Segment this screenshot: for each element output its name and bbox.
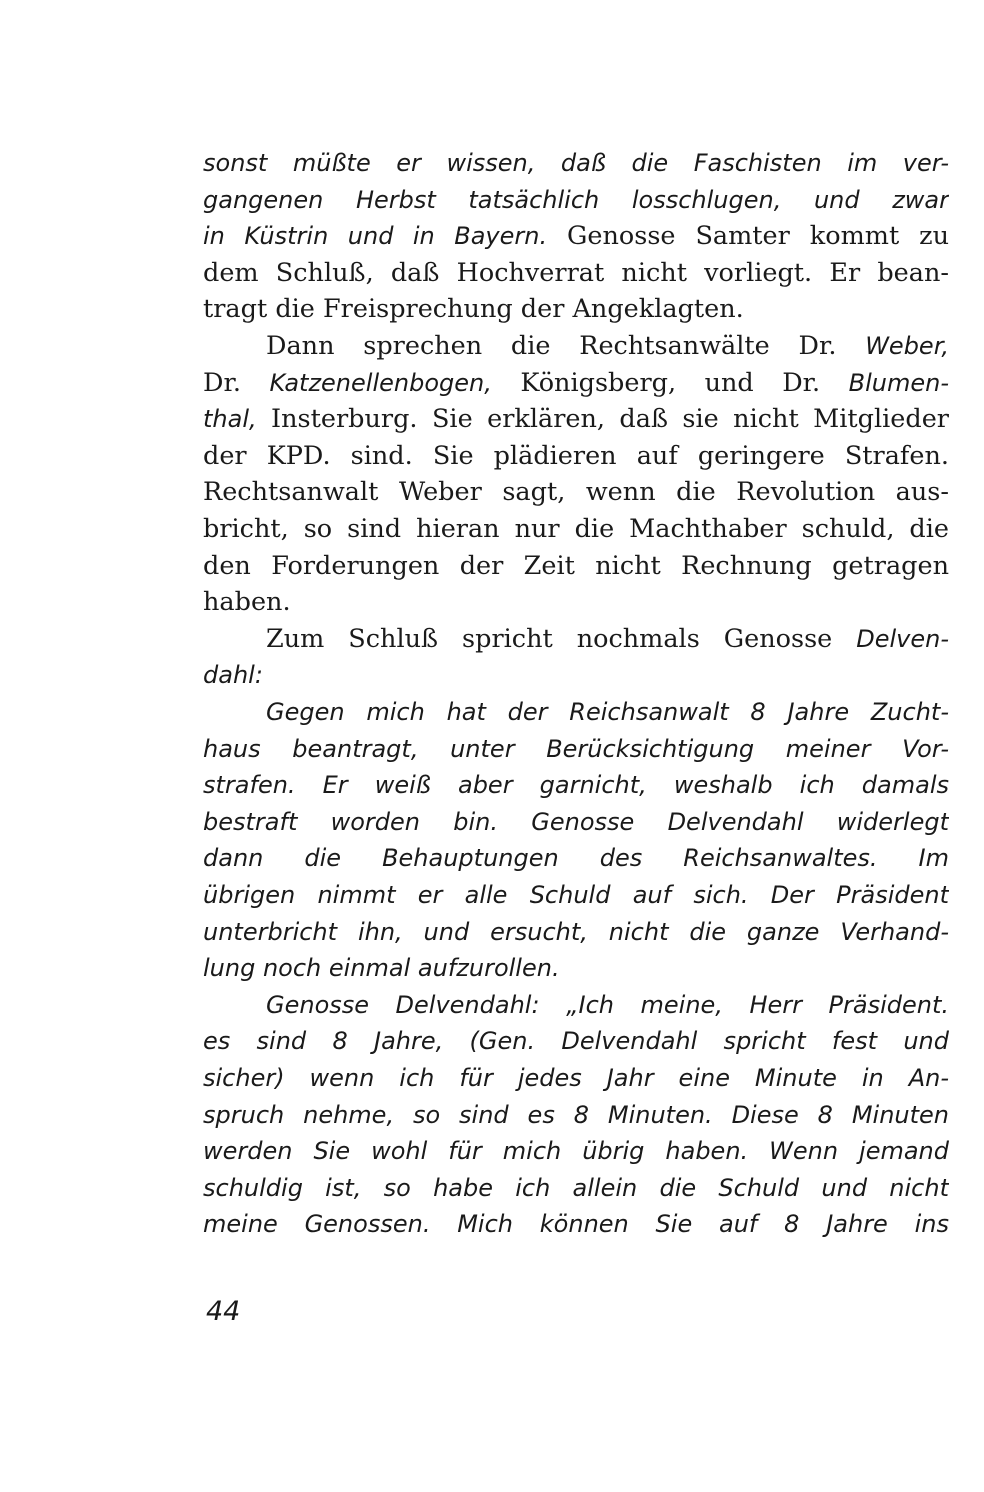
italic-text-segment: thal, xyxy=(203,405,257,434)
italic-text-segment: Weber, xyxy=(865,332,949,360)
text-segment: bricht, so sind hieran nur die Machthaber schuld, die xyxy=(203,514,949,544)
text-line xyxy=(203,655,949,695)
page-number: 44 xyxy=(206,1296,241,1327)
text-segment: den Forderungen der Zeit nicht Rechnung getragen xyxy=(203,550,949,581)
italic-text-segment: bestraft worden bin. Genosse Delvendahl widerlegt xyxy=(203,807,949,836)
text-line xyxy=(203,253,949,293)
text-line xyxy=(203,875,949,915)
text-segment: Rechtsanwalt Weber sagt, wenn die Revolution aus- xyxy=(203,477,949,508)
text-line xyxy=(203,143,949,183)
text-segment: Dr. xyxy=(203,367,270,398)
text-line xyxy=(203,180,949,220)
text-line xyxy=(203,399,949,439)
text-line xyxy=(203,363,949,403)
text-segment: Zum Schluß spricht nochmals Genosse xyxy=(266,623,857,654)
text-line xyxy=(203,1058,949,1098)
text-line xyxy=(203,509,949,549)
text-line xyxy=(266,985,949,1025)
italic-text-segment: dann die Behauptungen des Reichsanwaltes. Im xyxy=(203,844,949,873)
text-line xyxy=(203,289,949,329)
text-line xyxy=(203,216,949,256)
italic-text-segment: lung noch einmal aufzurollen. xyxy=(203,954,560,983)
italic-text-segment: unterbricht ihn, und ersucht, nicht die ganze Verhand- xyxy=(203,917,949,946)
text-line xyxy=(266,326,949,366)
text-segment: Dann sprechen die Rechtsanwälte Dr. xyxy=(266,331,866,361)
text-line xyxy=(203,472,949,512)
text-line xyxy=(203,729,949,769)
text-segment: Königsberg, und Dr. xyxy=(491,367,849,398)
italic-text-segment: schuldig ist, so habe ich allein die Schuld und nicht xyxy=(203,1173,949,1202)
text-line xyxy=(203,912,949,952)
text-line xyxy=(203,1021,949,1061)
text-segment: haben. xyxy=(203,587,291,618)
italic-text-segment: Katzenellenbogen, xyxy=(269,368,492,397)
italic-text-segment: meine Genossen. Mich können Sie auf 8 Jahre ins xyxy=(203,1210,949,1239)
text-line xyxy=(203,1095,949,1135)
text-line xyxy=(266,619,949,659)
text-line xyxy=(266,692,949,732)
text-line xyxy=(203,582,949,622)
italic-text-segment: spruch nehme, so sind es 8 Minuten. Diese 8 Minuten xyxy=(203,1100,949,1129)
italic-text-segment: Delven- xyxy=(856,624,949,653)
text-segment: Insterburg. Sie erklären, daß sie nicht Mitglieder xyxy=(256,404,949,435)
text-line xyxy=(203,838,949,878)
text-segment: dem Schluß, daß Hochverrat nicht vorliegt. Er bean- xyxy=(203,257,949,288)
italic-text-segment: werden Sie wohl für mich übrig haben. Wenn jemand xyxy=(203,1137,949,1166)
text-segment: tragt die Freisprechung der Angeklagten. xyxy=(203,294,744,325)
italic-text-segment: in Küstrin und in Bayern. xyxy=(203,222,548,251)
italic-text-segment: es sind 8 Jahre, (Gen. Delvendahl spricht fest und xyxy=(203,1027,949,1056)
italic-text-segment: Blumen- xyxy=(848,368,949,397)
text-segment: der KPD. sind. Sie plädieren auf geringere Strafen. xyxy=(203,440,949,471)
text-line xyxy=(203,802,949,842)
text-line xyxy=(203,436,949,476)
italic-text-segment: sonst müßte er wissen, daß die Faschisten im ver- xyxy=(203,149,949,177)
italic-text-segment: Gegen mich hat der Reichsanwalt 8 Jahre Zucht- xyxy=(266,698,949,726)
text-line xyxy=(203,1204,949,1244)
text-segment: Genosse Samter kommt zu xyxy=(547,221,949,252)
italic-text-segment: strafen. Er weiß aber garnicht, weshalb ich damals xyxy=(203,771,949,800)
text-line xyxy=(203,1168,949,1208)
italic-text-segment: haus beantragt, unter Berücksichtigung meiner Vor- xyxy=(203,734,949,763)
italic-text-segment: gangenen Herbst tatsächlich losschlugen, und zwar xyxy=(203,185,949,214)
italic-text-segment: dahl: xyxy=(203,661,263,690)
text-line xyxy=(203,1131,949,1171)
text-line xyxy=(203,948,949,988)
italic-text-segment: Genosse Delvendahl: „Ich meine, Herr Präsident. xyxy=(266,990,949,1019)
text-line xyxy=(203,546,949,586)
italic-text-segment: sicher) wenn ich für jedes Jahr eine Minute in An- xyxy=(203,1064,949,1092)
italic-text-segment: übrigen nimmt er alle Schuld auf sich. Der Präsident xyxy=(203,881,949,909)
text-line xyxy=(203,765,949,805)
